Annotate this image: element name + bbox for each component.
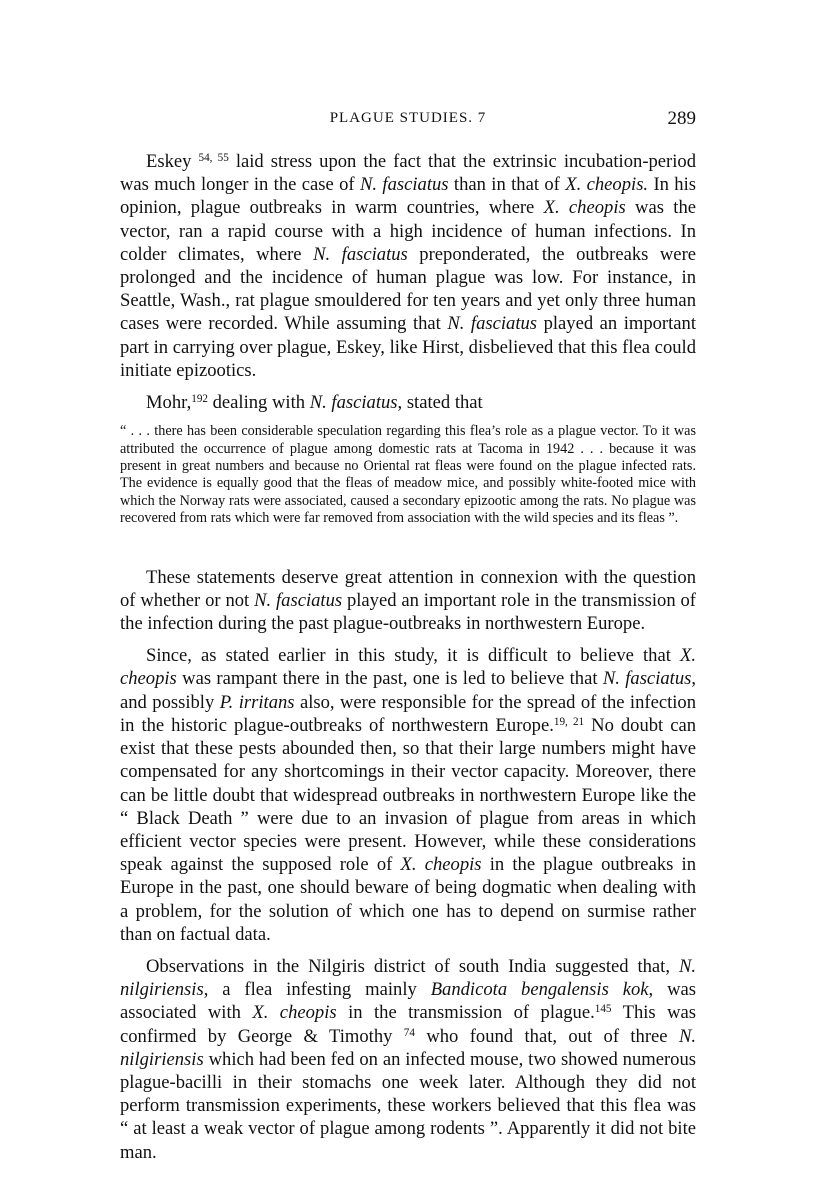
text-run: , and possibly — [120, 668, 697, 713]
text-run: was the vector, ran a rapid course with a high incidence of human infections. In colder climates, where — [120, 197, 696, 265]
text-run: Since, as stated earlier in this study, it is difficult to believe that — [146, 645, 680, 667]
text-run: Eskey — [146, 151, 199, 172]
citation-ref: 145 — [594, 1003, 612, 1016]
paragraph-mohr — [120, 391, 696, 414]
species-name: X. cheopis — [543, 197, 626, 219]
text-run: also, were responsible for the spread of the infection in the historic plague-outbreaks of northwestern Europe. — [120, 691, 697, 736]
block-quote — [120, 423, 696, 527]
citation-ref: 192 — [191, 392, 208, 405]
species-name: Bandicota bengalensis kok — [430, 979, 649, 1001]
text-run: , a flea infesting mainly — [203, 979, 431, 1001]
text-run: than in that of — [448, 174, 566, 196]
species-name: X. cheopis — [400, 854, 482, 876]
text-run: in the transmission of plague. — [336, 1002, 595, 1024]
species-name: N. fasciatus — [313, 243, 408, 265]
running-head — [120, 108, 696, 134]
text-run: who found that, out of three — [414, 1025, 679, 1047]
paragraph-nilgiris — [120, 955, 696, 1164]
body-text — [120, 150, 696, 1173]
text-run: played an important part in carrying over plague, Eskey, like Hirst, disbelieved that this flea could initiate epizootics. — [120, 313, 697, 381]
species-name: N. fasciatus — [309, 392, 398, 414]
citation-ref: 19, 21 — [553, 715, 585, 728]
text-run: , was associated with — [120, 979, 697, 1024]
text-run: in the plague outbreaks in Europe in the past, one should beware of being dogmatic when dealing with a problem, for the solution of which one has to depend on surmise rather than on factual data. — [120, 854, 697, 945]
species-name: X. cheopis. — [565, 174, 649, 196]
text-run: preponderated, the outbreaks were prolonged and the incidence of human plague was low. For instance, in Seattle, Wash., rat plague smouldered for ten years and yet only three human cases were recorded. While assuming that — [120, 243, 697, 335]
species-name: X. cheopis — [120, 645, 696, 690]
species-name: N. fasciatus — [447, 313, 538, 335]
species-name: N. nilgiriensis — [120, 955, 696, 1001]
paragraph-since — [120, 644, 696, 946]
text-run: Mohr, — [146, 392, 192, 414]
species-name: N. fasciatus — [254, 589, 343, 611]
paragraph-eskey — [120, 150, 696, 382]
species-name: N. fasciatus — [602, 668, 692, 690]
running-title: PLAGUE STUDIES. 7 — [329, 110, 487, 126]
citation-ref: 74 — [403, 1026, 415, 1039]
paragraph-statements — [120, 566, 696, 636]
quote-text: “ . . . there has been considerable speculation regarding this flea’s role as a plague vector. To it was attributed the occurrence of plague among domestic rats at Tacoma in 1942 . . . because it was present in great numbers and because no Oriental rat fleas were found on the plague infected rats. The evidence is equally good that the fleas of meadow mice, and possibly white-footed mice with which the Norway rats were associated, caused a secondary epizootic among the rats. No plague was recovered from rats which were far removed from association with the wild species and its fleas ”. — [120, 423, 696, 527]
text-run: , stated that — [397, 392, 483, 414]
citation-ref: 54, 55 — [198, 151, 229, 164]
text-run: These statements deserve great attention in connexion with the question of whether or not — [120, 566, 696, 611]
text-run: Observations in the Nilgiris district of south India suggested that, — [146, 955, 679, 977]
text-run: This was confirmed by George & Timothy — [120, 1002, 697, 1047]
text-run: which had been fed on an infected mouse, two showed numerous plague-bacilli in their stomachs one week later. Although they did not perform transmission experiments, these workers believed that this flea was “ at least a weak vector of plague among rodents ”. Apparently it did not bite man. — [120, 1048, 696, 1163]
species-name: N. fasciatus — [360, 174, 449, 196]
text-run: In his opinion, plague outbreaks in warm countries, where — [120, 174, 697, 219]
text-run: played an important role in the transmission of the infection during the past plague-outbreaks in northwestern Europe. — [120, 589, 696, 635]
species-name: P. irritans — [219, 691, 295, 713]
page-number: 289 — [667, 108, 696, 129]
text-run: laid stress upon the fact that the extrinsic incubation-period was much longer in the case of — [120, 151, 697, 196]
species-name: N. nilgiriensis — [120, 1025, 696, 1070]
species-name: X. cheopis — [252, 1002, 337, 1024]
text-run: dealing with — [207, 392, 310, 414]
text-run: was rampant there in the past, one is led to believe that — [176, 668, 603, 690]
text-run: No doubt can exist that these pests abounded then, so that their large numbers might have compensated for any shortcomings in their vector capacity. Moreover, there can be little doubt that widespread outbreaks in northwestern Europe like the “ Black Death ” were due to an invasion of plague from areas in which efficient vector species were present. However, while these considerations speak against the supposed role of — [120, 714, 697, 876]
